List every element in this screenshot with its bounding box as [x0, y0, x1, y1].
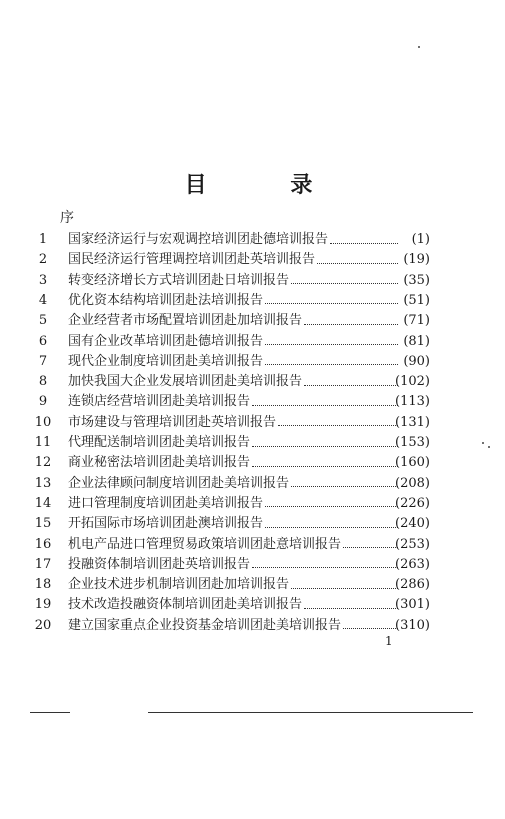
toc-entry-title: 转变经济增长方式培训团赴日培训报告 [68, 272, 290, 288]
toc-entry[interactable] [68, 413, 398, 433]
toc-entry-number: 19 [34, 597, 52, 613]
toc-row[interactable] [0, 595, 505, 615]
toc-entry-page: (208) [395, 475, 430, 491]
toc-entry-page: (226) [395, 495, 430, 511]
toc-row[interactable] [0, 433, 505, 453]
toc-entry[interactable] [68, 514, 398, 534]
toc-row[interactable] [0, 535, 505, 555]
toc-entry-number: 4 [38, 292, 48, 308]
scan-speck [418, 46, 420, 48]
toc-entry-page: (131) [395, 414, 430, 430]
toc-entry[interactable] [68, 372, 398, 392]
page-title: 目 录 [184, 172, 351, 198]
toc-entry-number: 2 [38, 252, 48, 268]
footer-rule-main [148, 712, 473, 713]
toc-entry-title: 投融资体制培训团赴英培训报告 [68, 556, 251, 572]
toc-entry-number: 17 [34, 556, 52, 572]
toc-entry-number: 12 [34, 455, 52, 471]
toc-entry-number: 11 [34, 435, 52, 450]
page-number: 1 [385, 634, 393, 648]
toc-entry-page: (301) [395, 597, 430, 613]
toc-entry[interactable] [68, 494, 398, 514]
toc-entry-title: 连锁店经营培训团赴美培训报告 [68, 394, 251, 410]
toc-entry-number: 3 [38, 272, 48, 288]
toc-row[interactable] [0, 291, 505, 311]
toc-entry-page: (51) [403, 292, 430, 308]
toc-entry-title: 商业秘密法培训团赴美培训报告 [68, 455, 251, 471]
toc-leader-dots [252, 566, 398, 568]
toc-row[interactable] [0, 311, 505, 331]
toc-entry-title: 加快我国大企业发展培训团赴美培训报告 [68, 374, 303, 390]
toc-entry[interactable] [68, 535, 398, 555]
toc-entry[interactable] [68, 271, 398, 291]
toc-entry-title: 国家经济运行与宏观调控培训团赴德培训报告 [68, 232, 329, 247]
toc-row[interactable] [0, 494, 505, 514]
toc-entry-page: (19) [403, 252, 430, 268]
toc-entry-page: (263) [395, 556, 430, 572]
toc-entry-number: 5 [38, 313, 48, 329]
toc-entry[interactable] [68, 230, 398, 250]
toc-entry[interactable] [68, 392, 398, 412]
toc-entry-title: 企业经营者市场配置培训团赴加培训报告 [68, 313, 303, 329]
toc-entry-title: 开拓国际市场培训团赴澳培训报告 [68, 516, 264, 532]
toc-entry-page: (1) [411, 232, 430, 247]
footer-rule-left [30, 712, 70, 713]
toc-entry[interactable] [68, 616, 398, 636]
toc-entry-title: 国民经济运行管理调控培训团赴英培训报告 [68, 252, 316, 268]
toc-row[interactable] [0, 250, 505, 270]
scan-speck [482, 442, 484, 444]
toc-entry[interactable] [68, 332, 398, 352]
toc-entry-title: 建立国家重点企业投资基金培训团赴美培训报告 [68, 617, 342, 633]
toc-leader-dots [265, 363, 398, 365]
toc-row[interactable] [0, 453, 505, 473]
toc-entry-number: 15 [34, 516, 52, 532]
toc-leader-dots [265, 302, 398, 304]
toc-entry-number: 1 [38, 232, 48, 247]
toc-leader-dots [252, 404, 398, 406]
toc-entry-number: 8 [38, 374, 48, 390]
toc-entry-number: 20 [34, 617, 52, 633]
toc-entry-page: (102) [395, 374, 430, 390]
toc-entry-title: 技术改造投融资体制培训团赴美培训报告 [68, 597, 303, 613]
toc-entry[interactable] [68, 474, 398, 494]
toc-entry-page: (253) [395, 536, 430, 552]
toc-entry-number: 7 [38, 353, 48, 369]
toc-row[interactable] [0, 392, 505, 412]
toc-entry-number: 16 [34, 536, 52, 552]
toc-entry[interactable] [68, 311, 398, 331]
toc-entry-title: 企业法律顾问制度培训团赴美培训报告 [68, 475, 290, 491]
toc-entry-page: (113) [395, 394, 430, 410]
toc-leader-dots [252, 445, 398, 447]
toc-entry[interactable] [68, 595, 398, 615]
toc-entry[interactable] [68, 575, 398, 595]
toc-entry[interactable] [68, 555, 398, 575]
toc-entry-title: 优化资本结构培训团赴法培训报告 [68, 292, 264, 308]
toc-leader-dots [252, 465, 398, 467]
toc-row[interactable] [0, 271, 505, 291]
toc-row[interactable] [0, 413, 505, 433]
toc-entry-number: 9 [38, 394, 48, 410]
toc-row[interactable] [0, 575, 505, 595]
toc-entry-number: 18 [34, 577, 52, 593]
toc-entry-title: 市场建设与管理培训团赴英培训报告 [68, 414, 277, 430]
toc-entry[interactable] [68, 291, 398, 311]
toc-entry-number: 10 [34, 414, 52, 430]
toc-entry-title: 代理配送制培训团赴美培训报告 [68, 435, 251, 450]
toc-row[interactable] [0, 352, 505, 372]
toc-entry-page: (90) [403, 353, 430, 369]
toc-entry-page: (81) [403, 333, 430, 349]
toc-row[interactable] [0, 474, 505, 494]
toc-leader-dots [265, 526, 398, 528]
toc-row[interactable] [0, 616, 505, 636]
toc-row[interactable] [0, 230, 505, 250]
toc-entry[interactable] [68, 250, 398, 270]
toc-entry-title: 进口管理制度培训团赴美培训报告 [68, 495, 264, 511]
toc-entry-page: (160) [395, 455, 430, 471]
toc-entry-title: 机电产品进口管理贸易政策培训团赴意培训报告 [68, 536, 342, 552]
toc-entry-page: (286) [395, 577, 430, 593]
preface-entry[interactable]: 序 [60, 210, 74, 226]
scan-speck [488, 446, 490, 448]
toc-entry-page: (35) [403, 272, 430, 288]
toc-entry[interactable] [68, 352, 398, 372]
toc-entry-title: 企业技术进步机制培训团赴加培训报告 [68, 577, 290, 593]
toc-row[interactable] [0, 332, 505, 352]
toc-entry-page: (153) [395, 435, 430, 450]
toc-entry-number: 6 [38, 333, 48, 349]
toc-entry-page: (310) [395, 617, 430, 633]
toc-entry-page: (71) [403, 313, 430, 329]
toc-entry-number: 13 [34, 475, 52, 491]
toc-entry-title: 国有企业改革培训团赴德培训报告 [68, 333, 264, 349]
toc-entry[interactable] [68, 433, 398, 453]
toc-leader-dots [265, 343, 398, 345]
toc-entry-title: 现代企业制度培训团赴美培训报告 [68, 353, 264, 369]
toc-leader-dots [265, 505, 398, 507]
toc-entry-page: (240) [395, 516, 430, 532]
toc-row[interactable] [0, 555, 505, 575]
toc-row[interactable] [0, 514, 505, 534]
toc-row[interactable] [0, 372, 505, 392]
toc-entry-number: 14 [34, 495, 52, 511]
toc-entry[interactable] [68, 453, 398, 473]
